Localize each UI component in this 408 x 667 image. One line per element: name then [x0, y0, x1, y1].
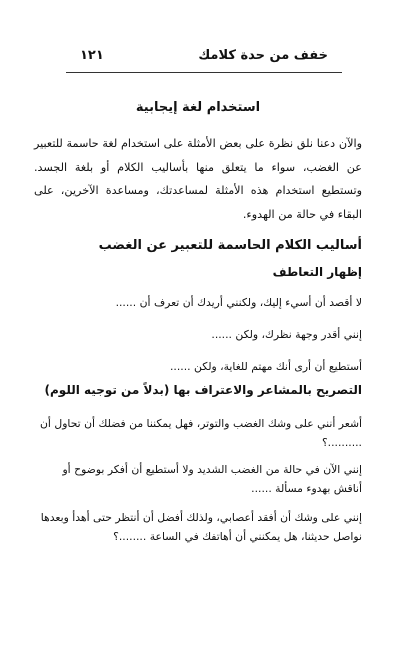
running-title: خفف من حدة كلامك	[198, 48, 328, 63]
example-line: إنني أقدر وجهة نظرك، ولكن ......	[211, 328, 362, 341]
subsection-title: أساليب الكلام الحاسمة للتعبير عن الغضب	[98, 238, 362, 253]
example-line: إنني على وشك أن أفقد أعصابي، ولذلك أفضل أن أنتظر حتى أهدأ وبعدها نواصل حديثنا، هل يمكنني أن أهاتفك في الساعة ........؟	[40, 511, 362, 543]
example-line: إنني الآن في حالة من الغضب الشديد ولا أستطيع أن أفكر بوضوح أو أناقش بهدوء مسألة ......	[62, 463, 362, 495]
example-line: أستطيع أن أرى أنك مهتم للغاية، ولكن ......	[169, 360, 362, 373]
page-header	[80, 48, 328, 72]
header-rule	[66, 72, 342, 73]
example-line: أشعر أنني على وشك الغضب والتوتر، فهل يمكننا من فضلك أن تحاول أن ..........؟	[40, 417, 362, 449]
section-title: استخدام لغة إيجابية	[135, 100, 261, 115]
intro-paragraph: والآن دعنا نلق نظرة على بعض الأمثلة على استخدام لغة حاسمة للتعبير عن الغضب، سواء ما يتعلق منها بأساليب الكلام أو بلغة الجسد. وتستطيع استخدام هذه الأمثلة لمساعدتك، ومساعدة الآخرين، على البقاء في حالة من الهدوء.	[34, 137, 362, 221]
empathy-heading: إظهار التعاطف	[272, 265, 362, 279]
example-line: لا أقصد أن أسيء إليك، ولكنني أريدك أن تعرف أن ......	[115, 296, 362, 309]
feelings-heading: التصريح بالمشاعر والاعتراف بها (بدلاً من توجيه اللوم)	[44, 383, 362, 397]
page-number: ١٢١	[80, 48, 104, 63]
